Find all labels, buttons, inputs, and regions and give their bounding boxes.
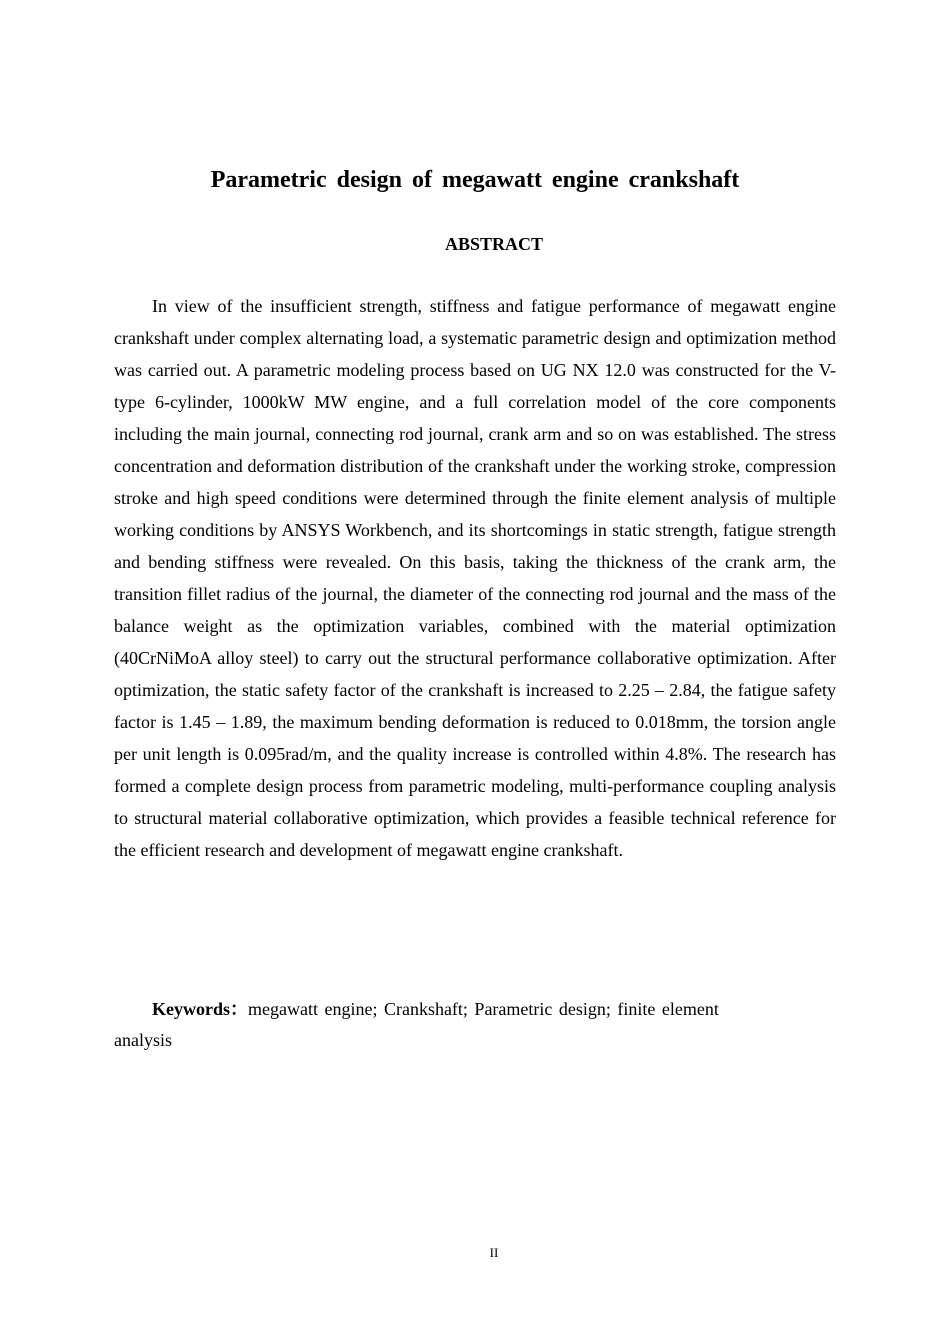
abstract-heading: ABSTRACT <box>444 234 544 254</box>
keywords-text: megawatt engine; Crankshaft; Parametric design; finite element analysis <box>114 999 719 1050</box>
page-number: II <box>489 1245 499 1260</box>
keywords-paragraph <box>114 994 774 1056</box>
keywords-label: Keywords： <box>152 999 248 1019</box>
abstract-body: In view of the insufficient strength, stiffness and fatigue performance of megawatt engine crankshaft under complex alternating load, a systematic parametric design and optimization method was carried out. A parametric modeling process based on UG NX 12.0 was constructed for the V-type 6-cylinder, 1000kW MW engine, and a full correlation model of the core components including the main journal, connecting rod journal, crank arm and so on was established. The stress concentration and deformation distribution of the crankshaft under the working stroke, compression stroke and high speed conditions were determined through the finite element analysis of multiple working conditions by ANSYS Workbench, and its shortcomings in static strength, fatigue strength and bending stiffness were revealed. On this basis, taking the thickness of the crank arm, the transition fillet radius of the journal, the diameter of the connecting rod journal and the mass of the balance weight as the optimization variables, combined with the material optimization (40CrNiMoA alloy steel) to carry out the structural performance collaborative optimization. After optimization, the static safety factor of the crankshaft is increased to 2.25 – 2.84, the fatigue safety factor is 1.45 – 1.89, the maximum bending deformation is reduced to 0.018mm, the torsion angle per unit length is 0.095rad/m, and the quality increase is controlled within 4.8%. The research has formed a complete design process from parametric modeling, multi-performance coupling analysis to structural material collaborative optimization, which provides a feasible technical reference for the efficient research and development of megawatt engine crankshaft. <box>114 296 836 860</box>
paper-title: Parametric design of megawatt engine crankshaft <box>210 167 740 193</box>
